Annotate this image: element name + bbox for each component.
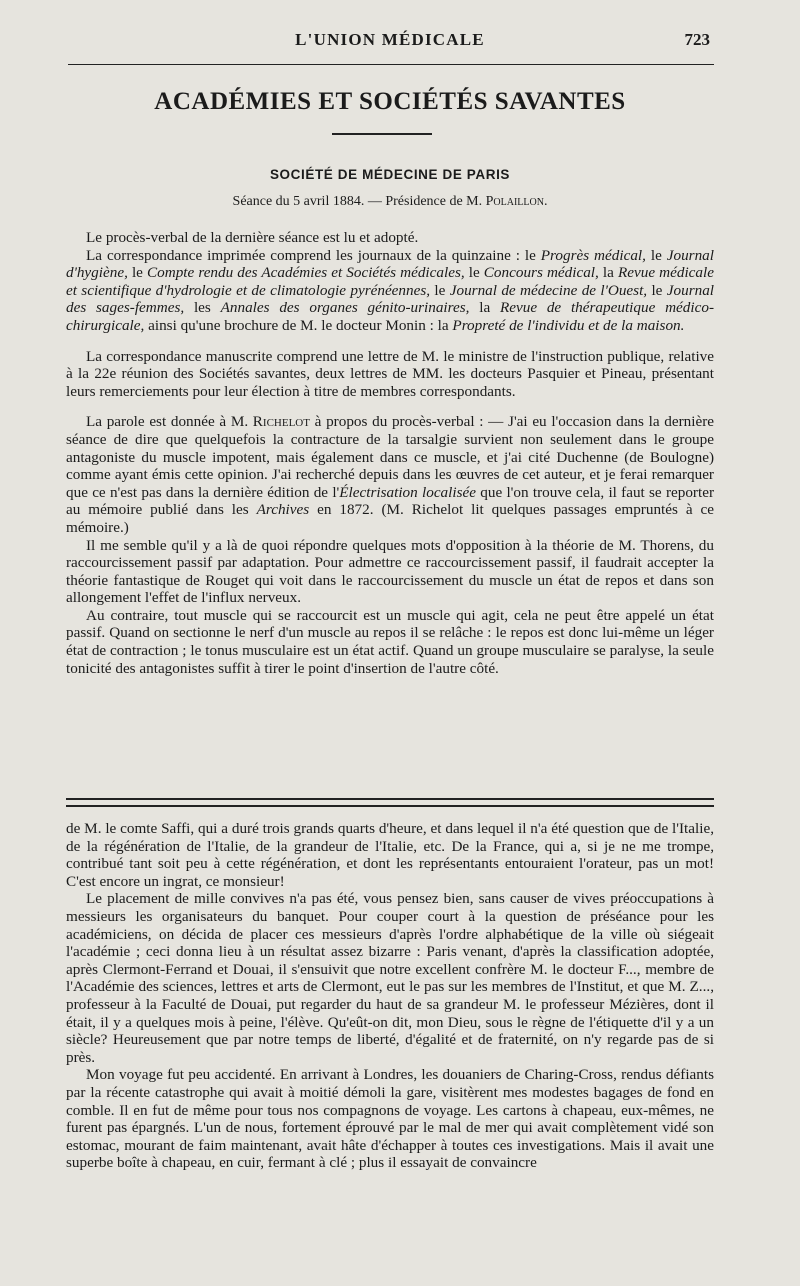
text-run: le: [127, 264, 148, 282]
header-rule: [68, 64, 714, 65]
title-rule: [332, 133, 432, 135]
italic-title: Annales des organes génito-urinaires,: [220, 299, 470, 317]
italic-title: Journal de médecine de l'Ouest,: [449, 281, 648, 299]
journal-title: L'UNION MÉDICALE: [295, 30, 485, 49]
italic-title: Concours médical,: [483, 264, 599, 282]
text-run: La parole est donnée à M.: [86, 413, 253, 431]
paragraph: Il me semble qu'il y a là de quoi répondre quelques mots d'opposition à la théorie de M. Thorens, du raccourcissement passif par adaptation. Pour admettre ce raccourcissement passif, il faudrait accepter la théorie fantastique de Rouget qui voit dans le raccourcissement du muscle un état de repos et dans son allongement l'effet de l'influx nerveux.: [66, 536, 714, 607]
text-run: les: [184, 299, 221, 317]
text-run: la: [469, 299, 500, 317]
speaker-name: Richelot: [252, 413, 310, 431]
text-run: le: [464, 264, 484, 282]
text-run: le: [647, 281, 667, 299]
text-run: le: [430, 281, 450, 299]
text-run: La correspondance imprimée comprend les journaux de la quinzaine : le: [86, 246, 541, 264]
italic-title: Revue de thérapeutique médico-chirurgicale,: [66, 299, 714, 334]
proceedings-column: [66, 229, 714, 677]
italic-title: Propreté de l'individu et de la maison.: [452, 316, 685, 334]
paragraph: de M. le comte Saffi, qui a duré trois grands quarts d'heure, et dans lequel il n'a été question que de l'Italie, de la régénération de l'Italie, de la grandeur de l'Italie, etc. De la France, qui a, si je ne me trompe, contribué tant soit peu à cette régénération, et dont les représentants entouraient l'orateur, pas un mot! C'est encore un ingrat, ce monsieur!: [66, 820, 714, 890]
italic-title: Journal d'hygiène,: [66, 246, 714, 282]
text-run: à propos du procès-verbal : — J'ai eu l'occasion dans la dernière séance de dire que quelquefois la contracture de la tarsalgie survient non seulement dans le groupe antagoniste du muscle impotent, mais également dans ce muscle, et j'ai cité Duchenne (de Boulogne) comme ayant émis cette opinion. J'ai recherché depuis dans les œuvres de cet auteur, et je ferai remarquer que ce n'est pas dans la dernière édition de l': [66, 413, 714, 501]
paragraph: [66, 413, 714, 536]
paragraph: Le procès-verbal de la dernière séance est lu et adopté.: [86, 229, 419, 246]
italic-title: Journal des sages-femmes,: [66, 281, 715, 317]
italic-title: Progrès médical,: [540, 246, 646, 264]
running-head: [70, 30, 710, 56]
text-run: que l'on trouve cela, il faut se reporter au mémoire publié dans les: [66, 483, 715, 519]
paragraph: Mon voyage fut peu accidenté. En arrivant à Londres, les douaniers de Charing-Cross, rendus défiants par la récente catastrophe qui avait à moitié démoli la gare, visitèrent mes modestes bagages de fond en comble. Il en fut de même pour tous nos compagnons de voyage. Les cartons à chapeau, eux-mêmes, ne furent pas épargnés. L'un de nous, fortement éprouvé par le mal de mer qui avait complètement vidé son estomac, mourant de faim maintenant, avait hâte d'échapper à toutes ces investigations. Mais il avait une superbe boîte à chapeau, en cuir, fermant à clé ; plus il essayait de convaincre: [66, 1066, 714, 1172]
italic-title: Archives: [256, 501, 310, 519]
feuilleton-column: [66, 820, 714, 1172]
president-name: Polaillon.: [485, 194, 548, 209]
text-run: ainsi qu'une brochure de M. le docteur Monin : la: [144, 316, 453, 334]
feuilleton-separator: [66, 798, 714, 807]
italic-title: Électrisation localisée: [339, 483, 476, 501]
paragraph: Le placement de mille convives n'a pas été, vous pensez bien, sans causer de vives préoccupations à messieurs les organisateurs du banquet. Pour couper court à la question de préséance pour les académiciens, on décida de placer ces messieurs d'après l'ordre alphabétique de la ville où siégeait l'académie ; ceci donna lieu à un résultat assez bizarre : Paris venant, d'après la classification adoptée, après Clermont-Ferrand et Douai, il s'ensuivit que notre excellent confrère M. le docteur F..., membre de l'Académie des sciences, lettres et arts de Clermont, eut le pas sur les membres de l'Institut, et que M. Z..., professeur à la Faculté de Douai, put regarder du haut de sa grandeur M. le professeur Mézières, dont il était, il y a quelques mois à peine, l'élève. Qu'eût-on dit, mon Dieu, sous le règne de l'étiquette d'il y a un siècle? Heureusement que par notre temps de liberté, d'égalité et de fraternité, on n'y regarde pas de si près.: [66, 890, 714, 1066]
page-number: 723: [684, 30, 710, 49]
paragraph: La correspondance manuscrite comprend une lettre de M. le ministre de l'instruction publique, relative à la 22e réunion des Sociétés savantes, deux lettres de MM. les docteurs Pasquier et Pineau, présentant leurs remerciements pour leur élection à titre de membres correspondants.: [66, 347, 714, 400]
text-run: la: [598, 264, 618, 282]
seance-line: [66, 194, 714, 210]
text-run: en 1872. (M. Richelot lit quelques passages empruntés à ce mémoire.): [66, 501, 714, 536]
society-heading: SOCIÉTÉ DE MÉDECINE DE PARIS: [269, 167, 511, 182]
paragraph: [66, 247, 714, 335]
italic-title: Revue médicale et scientifique d'hydrologie et de climatologie pyrénéennes,: [66, 264, 714, 299]
text-run: le: [645, 246, 667, 264]
italic-title: Compte rendu des Académies et Sociétés médicales,: [147, 264, 465, 282]
section-title: ACADÉMIES ET SOCIÉTÉS SAVANTES: [154, 88, 626, 115]
seance-date: Séance du 5 avril 1884. — Présidence de M.: [232, 194, 486, 209]
paragraph: Au contraire, tout muscle qui se raccourcit est un muscle qui agit, cela ne peut être appelé un état passif. Quand on sectionne le nerf d'un muscle au repos il se relâche : le repos est donc lui-même un léger état de contraction ; le tonus musculaire est un état actif. Quand un groupe musculaire se paralyse, la seule tonicité des antagonistes suffit à tirer le point d'insertion de l'autre côté.: [66, 606, 714, 677]
